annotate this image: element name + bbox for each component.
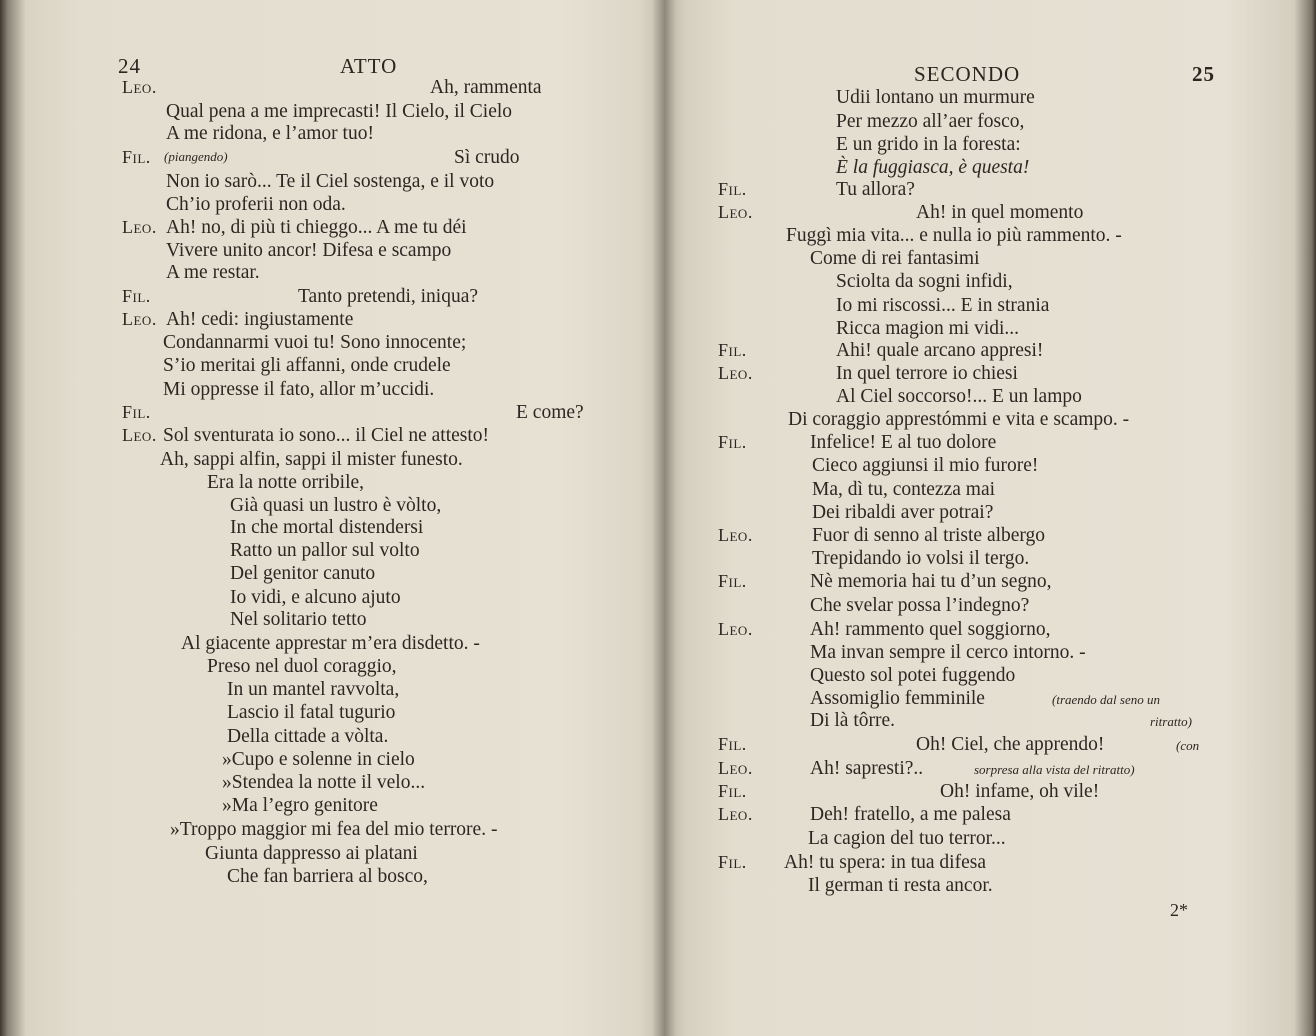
verse-text: Giunta dappresso ai platani	[205, 843, 418, 864]
verse-text: Di coraggio apprestómmi e vita e scampo. -	[788, 409, 1130, 430]
verse-text: Tu allora?	[836, 179, 915, 200]
left-verse-line	[0, 379, 435, 400]
verse-text: Ch’io proferii non oda.	[166, 194, 346, 215]
left-verse-line	[0, 843, 418, 864]
verse-text: Assomiglio femminile	[810, 688, 985, 709]
verse-text: Sì crudo	[454, 147, 520, 168]
verse-text: Sol sventurata io sono... il Ciel ne attesto!	[163, 425, 490, 446]
verse-text: Al Ciel soccorso!... E un lampo	[836, 386, 1082, 407]
verse-text: Ah! rammento quel soggiorno,	[810, 619, 1051, 640]
left-verse-line	[0, 587, 401, 608]
speaker-label: Fil.	[718, 781, 747, 801]
stage-direction: ritratto)	[1150, 714, 1192, 729]
verse-text: Era la notte orribile,	[207, 472, 365, 493]
verse-text: Tanto pretendi, iniqua?	[298, 286, 479, 307]
verse-text: Ah! sapresti?..	[810, 758, 924, 779]
left-verse-line	[0, 262, 260, 283]
verse-text: »Ma l’egro genitore	[222, 795, 378, 816]
speaker-label: Fil.	[718, 179, 747, 199]
left-verse-line	[0, 194, 346, 215]
verse-text: E come?	[516, 402, 584, 423]
verse-text: Non io sarò... Te il Ciel sostenga, e il voto	[166, 171, 495, 192]
speaker-label: Fil.	[718, 852, 747, 872]
verse-text: Della cittade a vòlta.	[227, 726, 389, 747]
verse-text: Ahi! quale arcano appresi!	[836, 340, 1044, 361]
left-verse-line	[0, 472, 365, 493]
left-verse-line	[0, 795, 378, 816]
verse-text: La cagion del tuo terror...	[808, 828, 1006, 849]
verse-text: »Cupo e solenne in cielo	[222, 749, 415, 770]
verse-text: S’io meritai gli affanni, onde crudele	[163, 355, 451, 376]
verse-text: Ah! no, di più ti chieggo... A me tu déi	[166, 217, 467, 238]
speaker-label: Fil.	[718, 340, 747, 360]
left-verse-line	[0, 495, 442, 516]
verse-text: Condannarmi vuoi tu! Sono innocente;	[163, 332, 467, 353]
speaker-label: Fil.	[122, 147, 151, 167]
verse-text: Infelice! E al tuo dolore	[810, 432, 997, 453]
speaker-label: Leo.	[718, 202, 753, 222]
speaker-label: Leo.	[718, 619, 753, 639]
verse-text: Ah, rammenta	[430, 77, 542, 98]
speaker-label: Fil.	[718, 734, 747, 754]
speaker-label: Fil.	[122, 402, 151, 422]
verse-text: A me restar.	[166, 262, 260, 283]
left-page-number: 24	[118, 54, 141, 78]
verse-text: Sciolta da sogni infidi,	[836, 271, 1013, 292]
verse-text: Ah! tu spera: in tua difesa	[784, 852, 986, 873]
stage-direction: sorpresa alla vista del ritratto)	[974, 762, 1135, 777]
verse-text: Questo sol potei fuggendo	[810, 665, 1016, 686]
verse-text: Già quasi un lustro è vòlto,	[230, 495, 442, 516]
left-verse-line	[0, 772, 426, 793]
verse-text: A me ridona, e l’amor tuo!	[166, 123, 374, 144]
verse-text: Come di rei fantasimi	[810, 248, 980, 269]
verse-text: Qual pena a me imprecasti! Il Cielo, il Cielo	[166, 101, 513, 122]
verse-text: »Troppo maggior mi fea del mio terrore. -	[170, 819, 498, 840]
verse-text: Oh! Ciel, che apprendo!	[916, 734, 1105, 755]
speaker-label: Leo.	[718, 363, 753, 383]
left-verse-line	[0, 309, 354, 330]
left-verse-line	[0, 147, 520, 168]
verse-text: Dei ribaldi aver potrai?	[812, 502, 994, 523]
verse-text: E un grido in la foresta:	[836, 134, 1021, 155]
verse-text: Ah, sappi alfin, sappi il mister funesto.	[160, 449, 463, 470]
verse-text: È la fuggiasca, è questa!	[836, 157, 1030, 178]
verse-text: Del genitor canuto	[230, 563, 376, 584]
verse-text: Che fan barriera al bosco,	[227, 866, 428, 887]
speaker-label: Leo.	[718, 804, 753, 824]
speaker-label: Leo.	[718, 525, 753, 545]
verse-text: Lascio il fatal tugurio	[227, 702, 396, 723]
left-verse-line	[0, 702, 396, 723]
verse-text: Al giacente apprestar m’era disdetto. -	[181, 633, 480, 654]
verse-text: Io vidi, e alcuno ajuto	[230, 587, 401, 608]
left-running-header: ATTO	[340, 54, 398, 78]
verse-text: Il german ti resta ancor.	[808, 875, 993, 896]
verse-text: Cieco aggiunsi il mio furore!	[812, 455, 1039, 476]
verse-text: Udii lontano un murmure	[836, 87, 1035, 108]
speaker-label: Leo.	[122, 425, 157, 445]
left-verse-line	[0, 171, 495, 192]
verse-text: In un mantel ravvolta,	[227, 679, 400, 700]
left-verse-line	[0, 726, 389, 747]
speaker-label: Leo.	[122, 309, 157, 329]
speaker-label: Fil.	[718, 571, 747, 591]
speaker-label: Fil.	[122, 286, 151, 306]
left-verse-line	[0, 517, 424, 538]
right-running-header: SECONDO	[914, 62, 1021, 86]
left-verse-line	[0, 679, 400, 700]
right-verse-line	[0, 134, 1021, 155]
signature-mark: 2*	[1170, 900, 1188, 920]
speaker-label: Leo.	[718, 758, 753, 778]
verse-text: Ah! in quel momento	[916, 202, 1084, 223]
verse-text: Vivere unito ancor! Difesa e scampo	[166, 240, 452, 261]
verse-text: Ma invan sempre il cerco intorno. -	[810, 642, 1086, 663]
verse-text: In quel terrore io chiesi	[836, 363, 1018, 384]
verse-text: Ratto un pallor sul volto	[230, 540, 420, 561]
verse-text: Di là tôrre.	[810, 710, 896, 731]
left-verse-line	[0, 355, 451, 376]
left-verse-line	[0, 656, 397, 677]
left-verse-line	[0, 286, 479, 307]
verse-text: Mi oppresse il fato, allor m’uccidi.	[163, 379, 435, 400]
left-verse-line	[0, 749, 415, 770]
left-verse-line	[0, 217, 467, 238]
verse-text: Oh! infame, oh vile!	[940, 781, 1100, 802]
speaker-label: Leo.	[122, 217, 157, 237]
left-verse-line	[0, 609, 367, 630]
right-page-number: 25	[1192, 62, 1215, 86]
left-verse-line	[0, 449, 463, 470]
verse-text: Deh! fratello, a me palesa	[810, 804, 1011, 825]
book-gutter	[652, 0, 676, 1036]
speaker-label: Fil.	[718, 432, 747, 452]
left-verse-line	[0, 633, 480, 654]
stage-direction: (con	[1176, 738, 1200, 753]
left-verse-line	[0, 240, 452, 261]
verse-text: Fuggì mia vita... e nulla io più rammento. -	[786, 225, 1122, 246]
verse-text: Che svelar possa l’indegno?	[810, 595, 1030, 616]
left-verse-line	[0, 563, 376, 584]
verse-text: Ah! cedi: ingiustamente	[166, 309, 354, 330]
verse-text: Ma, dì tu, contezza mai	[812, 479, 996, 500]
speaker-label: Leo.	[122, 77, 157, 97]
verse-text: Nel solitario tetto	[230, 609, 367, 630]
left-verse-line	[0, 819, 498, 840]
verse-text: Ricca magion mi vidi...	[836, 318, 1020, 339]
left-verse-line	[0, 402, 584, 423]
verse-text: Trepidando io volsi il tergo.	[812, 548, 1030, 569]
verse-text: In che mortal distendersi	[230, 517, 424, 538]
left-verse-line	[0, 866, 428, 887]
left-verse-line	[0, 425, 490, 446]
left-verse-line	[0, 123, 374, 144]
verse-text: Io mi riscossi... E in strania	[836, 295, 1050, 316]
verse-text: Per mezzo all’aer fosco,	[836, 111, 1025, 132]
left-verse-line	[0, 77, 542, 98]
verse-text: »Stendea la notte il velo...	[222, 772, 426, 793]
verse-text: Preso nel duol coraggio,	[207, 656, 397, 677]
left-verse-line	[0, 101, 513, 122]
left-verse-line	[0, 540, 420, 561]
verse-text: Nè memoria hai tu d’un segno,	[810, 571, 1052, 592]
verse-text: Fuor di senno al triste albergo	[812, 525, 1046, 546]
stage-direction: (traendo dal seno un	[1052, 692, 1160, 707]
left-verse-line	[0, 332, 467, 353]
stage-direction: (piangendo)	[164, 149, 228, 164]
